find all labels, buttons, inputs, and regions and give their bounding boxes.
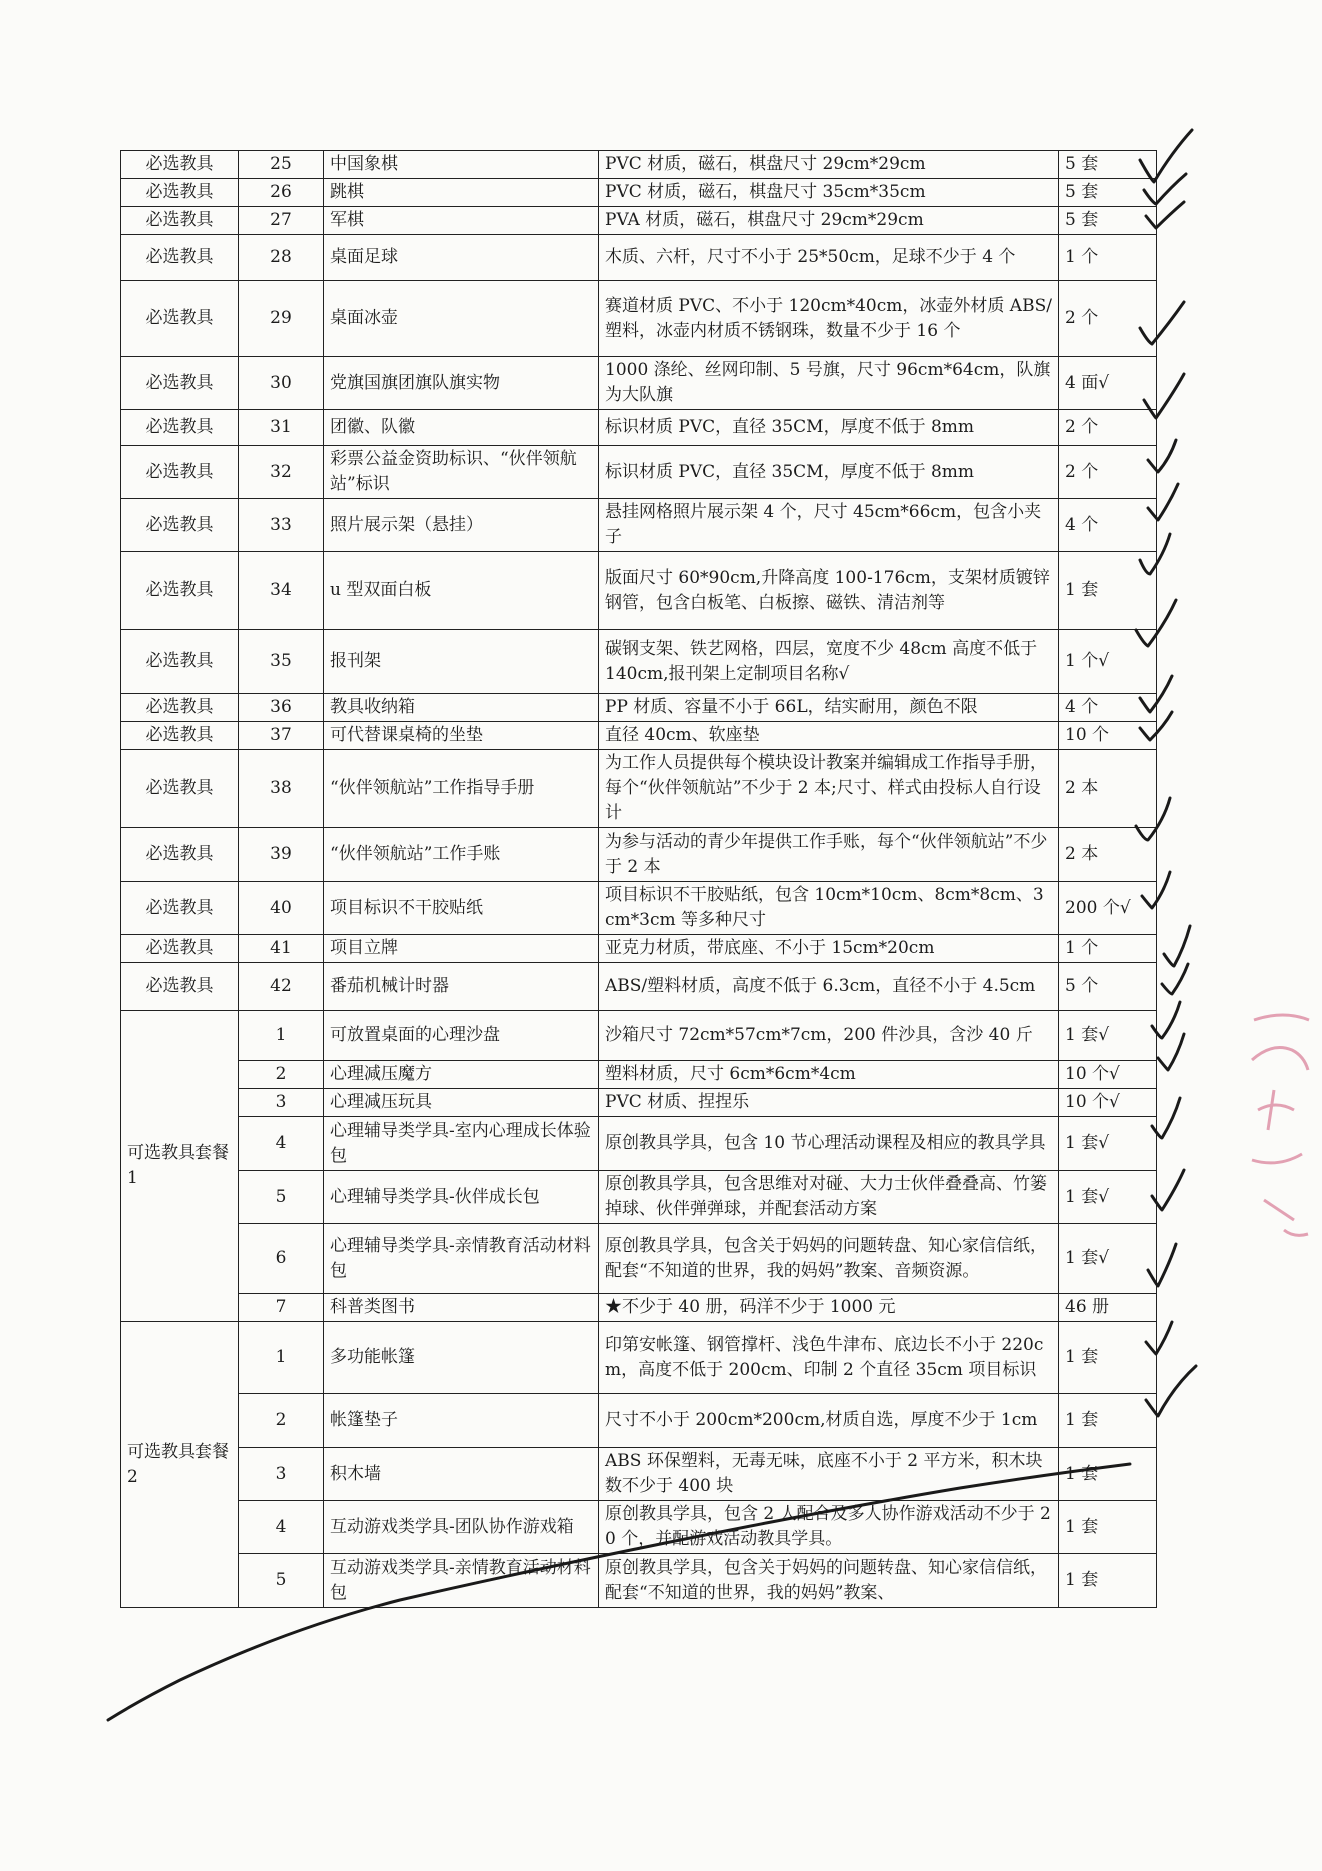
item-spec-cell: 木质、六杆，尺寸不小于 25*50cm，足球不少于 4 个 [599, 235, 1059, 281]
table-row [121, 1294, 1157, 1322]
quantity-cell: 10 个 [1059, 722, 1157, 750]
item-spec-cell: PVC 材质，磁石，棋盘尺寸 35cm*35cm [599, 179, 1059, 207]
quantity-cell: 1 个 [1059, 235, 1157, 281]
item-name-cell: 桌面冰壶 [324, 281, 599, 357]
table-row [121, 1171, 1157, 1224]
category-cell: 必选教具 [121, 235, 239, 281]
table-row [121, 446, 1157, 499]
category-cell: 必选教具 [121, 552, 239, 630]
item-number-cell: 32 [239, 446, 324, 499]
item-name-cell: 项目标识不干胶贴纸 [324, 882, 599, 935]
table-row [121, 179, 1157, 207]
quantity-cell: 1 个 [1059, 935, 1157, 963]
package-label-cell: 可选教具套餐 1 [121, 1011, 239, 1322]
check-mark [1164, 926, 1190, 966]
quantity-cell: 1 套 [1059, 1322, 1157, 1394]
quantity-cell: 5 套 [1059, 179, 1157, 207]
item-name-cell: “伙伴领航站”工作指导手册 [324, 750, 599, 828]
quantity-cell: 1 套√ [1059, 1224, 1157, 1294]
item-spec-cell: ★不少于 40 册，码洋不少于 1000 元 [599, 1294, 1059, 1322]
check-mark [1162, 964, 1188, 994]
category-cell: 必选教具 [121, 828, 239, 882]
item-number-cell: 37 [239, 722, 324, 750]
quantity-cell: 2 本 [1059, 828, 1157, 882]
item-spec-cell: 悬挂网格照片展示架 4 个，尺寸 45cm*66cm，包含小夹子 [599, 499, 1059, 552]
category-cell: 必选教具 [121, 281, 239, 357]
table-row [121, 1322, 1157, 1394]
item-name-cell: 心理辅导类学具-伙伴成长包 [324, 1171, 599, 1224]
item-spec-cell: 原创教具学具，包含思维对对碰、大力士伙伴叠叠高、竹篓掉球、伙伴弹弹球，并配套活动方案 [599, 1171, 1059, 1224]
item-name-cell: 党旗国旗团旗队旗实物 [324, 357, 599, 410]
quantity-cell: 200 个√ [1059, 882, 1157, 935]
quantity-cell: 10 个√ [1059, 1089, 1157, 1117]
item-spec-cell: 标识材质 PVC，直径 35CM，厚度不低于 8mm [599, 446, 1059, 499]
item-spec-cell: 印第安帐篷、钢管撑杆、浅色牛津布、底边长不小于 220cm，高度不低于 200cm、印制 2 个直径 35cm 项目标识 [599, 1322, 1059, 1394]
item-number-cell: 31 [239, 410, 324, 446]
quantity-cell: 4 个 [1059, 694, 1157, 722]
table-row [121, 1117, 1157, 1171]
quantity-cell: 10 个√ [1059, 1061, 1157, 1089]
item-number-cell: 27 [239, 207, 324, 235]
item-name-cell: 中国象棋 [324, 151, 599, 179]
table-row [121, 630, 1157, 694]
item-spec-cell: 标识材质 PVC，直径 35CM，厚度不低于 8mm [599, 410, 1059, 446]
item-name-cell: 可放置桌面的心理沙盘 [324, 1011, 599, 1061]
quantity-cell: 2 个 [1059, 410, 1157, 446]
category-cell: 必选教具 [121, 694, 239, 722]
item-spec-cell: 沙箱尺寸 72cm*57cm*7cm，200 件沙具，含沙 40 斤 [599, 1011, 1059, 1061]
item-name-cell: 帐篷垫子 [324, 1394, 599, 1448]
item-name-cell: 跳棋 [324, 179, 599, 207]
item-spec-cell: 原创教具学具，包含 2 人配合及多人协作游戏活动不少于 20 个，并配游戏活动教具学具。 [599, 1501, 1059, 1554]
table-row [121, 1448, 1157, 1501]
item-name-cell: 心理辅导类学具-亲情教育活动材料包 [324, 1224, 599, 1294]
item-spec-cell: 原创教具学具，包含关于妈妈的问题转盘、知心家信信纸，配套“不知道的世界，我的妈妈”教案、 [599, 1554, 1059, 1608]
item-number-cell: 28 [239, 235, 324, 281]
item-spec-cell: 尺寸不小于 200cm*200cm,材质自选，厚度不少于 1cm [599, 1394, 1059, 1448]
quantity-cell: 46 册 [1059, 1294, 1157, 1322]
quantity-cell: 1 个√ [1059, 630, 1157, 694]
table-row [121, 1011, 1157, 1061]
item-name-cell: 心理减压魔方 [324, 1061, 599, 1089]
quantity-cell: 5 套 [1059, 151, 1157, 179]
table-row [121, 207, 1157, 235]
table-row [121, 410, 1157, 446]
table-row [121, 1394, 1157, 1448]
item-name-cell: u 型双面白板 [324, 552, 599, 630]
quantity-cell: 1 套 [1059, 1554, 1157, 1608]
item-spec-cell: 赛道材质 PVC、不小于 120cm*40cm，冰壶外材质 ABS/塑料，冰壶内材质不锈钢珠，数量不少于 16 个 [599, 281, 1059, 357]
item-spec-cell: 版面尺寸 60*90cm,升降高度 100-176cm，支架材质镀锌钢管，包含白板笔、白板擦、磁铁、清洁剂等 [599, 552, 1059, 630]
item-number-cell: 38 [239, 750, 324, 828]
item-number-cell: 33 [239, 499, 324, 552]
item-number-cell: 42 [239, 963, 324, 1011]
item-spec-cell: 为参与活动的青少年提供工作手账，每个“伙伴领航站”不少于 2 本 [599, 828, 1059, 882]
item-number-cell: 5 [239, 1171, 324, 1224]
item-number-cell: 40 [239, 882, 324, 935]
item-name-cell: 彩票公益金资助标识、“伙伴领航站”标识 [324, 446, 599, 499]
item-number-cell: 2 [239, 1394, 324, 1448]
equipment-table-body [121, 151, 1157, 1608]
category-cell: 必选教具 [121, 357, 239, 410]
category-cell: 必选教具 [121, 499, 239, 552]
item-number-cell: 7 [239, 1294, 324, 1322]
item-name-cell: 军棋 [324, 207, 599, 235]
item-number-cell: 34 [239, 552, 324, 630]
category-cell: 必选教具 [121, 935, 239, 963]
item-spec-cell: 原创教具学具，包含 10 节心理活动课程及相应的教具学具 [599, 1117, 1059, 1171]
item-name-cell: 科普类图书 [324, 1294, 599, 1322]
category-cell: 必选教具 [121, 207, 239, 235]
table-row [121, 1224, 1157, 1294]
item-name-cell: “伙伴领航站”工作手账 [324, 828, 599, 882]
item-number-cell: 30 [239, 357, 324, 410]
item-number-cell: 41 [239, 935, 324, 963]
equipment-table [120, 150, 1157, 1608]
item-number-cell: 3 [239, 1089, 324, 1117]
item-spec-cell: PP 材质、容量不小于 66L，结实耐用，颜色不限 [599, 694, 1059, 722]
quantity-cell: 1 套√ [1059, 1011, 1157, 1061]
quantity-cell: 4 个 [1059, 499, 1157, 552]
table-row [121, 882, 1157, 935]
item-number-cell: 36 [239, 694, 324, 722]
quantity-cell: 5 套 [1059, 207, 1157, 235]
item-spec-cell: 亚克力材质，带底座、不小于 15cm*20cm [599, 935, 1059, 963]
quantity-cell: 4 面√ [1059, 357, 1157, 410]
item-name-cell: 互动游戏类学具-亲情教育活动材料包 [324, 1554, 599, 1608]
table-row [121, 499, 1157, 552]
item-name-cell: 项目立牌 [324, 935, 599, 963]
quantity-cell: 1 套 [1059, 552, 1157, 630]
item-name-cell: 团徽、队徽 [324, 410, 599, 446]
table-row [121, 1089, 1157, 1117]
table-row [121, 828, 1157, 882]
quantity-cell: 2 个 [1059, 446, 1157, 499]
item-spec-cell: ABS/塑料材质，高度不低于 6.3cm，直径不小于 4.5cm [599, 963, 1059, 1011]
category-cell: 必选教具 [121, 179, 239, 207]
item-name-cell: 可代替课桌椅的坐垫 [324, 722, 599, 750]
item-number-cell: 1 [239, 1011, 324, 1061]
table-row [121, 552, 1157, 630]
quantity-cell: 1 套√ [1059, 1171, 1157, 1224]
red-stamp-fragment [1244, 1000, 1314, 1260]
item-spec-cell: 为工作人员提供每个模块设计教案并编辑成工作指导手册，每个“伙伴领航站”不少于 2 本;尺寸、样式由投标人自行设计 [599, 750, 1059, 828]
item-spec-cell: PVC 材质、捏捏乐 [599, 1089, 1059, 1117]
item-name-cell: 多功能帐篷 [324, 1322, 599, 1394]
table-row [121, 1501, 1157, 1554]
item-number-cell: 5 [239, 1554, 324, 1608]
item-name-cell: 心理辅导类学具-室内心理成长体验包 [324, 1117, 599, 1171]
category-cell: 必选教具 [121, 630, 239, 694]
table-row [121, 963, 1157, 1011]
table-row [121, 151, 1157, 179]
item-name-cell: 桌面足球 [324, 235, 599, 281]
item-spec-cell: 塑料材质，尺寸 6cm*6cm*4cm [599, 1061, 1059, 1089]
check-mark [1158, 1034, 1184, 1070]
item-name-cell: 报刊架 [324, 630, 599, 694]
quantity-cell: 1 套 [1059, 1394, 1157, 1448]
table-row [121, 235, 1157, 281]
table-row [121, 750, 1157, 828]
quantity-cell: 5 个 [1059, 963, 1157, 1011]
item-spec-cell: ABS 环保塑料，无毒无味，底座不小于 2 平方米，积木块数不少于 400 块 [599, 1448, 1059, 1501]
item-name-cell: 互动游戏类学具-团队协作游戏箱 [324, 1501, 599, 1554]
category-cell: 必选教具 [121, 446, 239, 499]
category-cell: 必选教具 [121, 882, 239, 935]
item-number-cell: 35 [239, 630, 324, 694]
item-number-cell: 4 [239, 1117, 324, 1171]
item-name-cell: 番茄机械计时器 [324, 963, 599, 1011]
package-label-cell: 可选教具套餐 2 [121, 1322, 239, 1608]
item-number-cell: 1 [239, 1322, 324, 1394]
item-number-cell: 6 [239, 1224, 324, 1294]
quantity-cell: 2 个 [1059, 281, 1157, 357]
table-row [121, 694, 1157, 722]
item-number-cell: 25 [239, 151, 324, 179]
table-row [121, 1061, 1157, 1089]
table-row [121, 1554, 1157, 1608]
item-spec-cell: 项目标识不干胶贴纸，包含 10cm*10cm、8cm*8cm、3cm*3cm 等多种尺寸 [599, 882, 1059, 935]
item-number-cell: 29 [239, 281, 324, 357]
quantity-cell: 1 套 [1059, 1501, 1157, 1554]
category-cell: 必选教具 [121, 410, 239, 446]
item-name-cell: 照片展示架（悬挂） [324, 499, 599, 552]
item-spec-cell: 原创教具学具，包含关于妈妈的问题转盘、知心家信信纸，配套“不知道的世界，我的妈妈”教案、音频资源。 [599, 1224, 1059, 1294]
category-cell: 必选教具 [121, 722, 239, 750]
item-spec-cell: PVC 材质，磁石，棋盘尺寸 29cm*29cm [599, 151, 1059, 179]
category-cell: 必选教具 [121, 963, 239, 1011]
item-number-cell: 2 [239, 1061, 324, 1089]
item-name-cell: 心理减压玩具 [324, 1089, 599, 1117]
quantity-cell: 1 套√ [1059, 1117, 1157, 1171]
item-number-cell: 39 [239, 828, 324, 882]
item-spec-cell: 1000 涤纶、丝网印制、5 号旗，尺寸 96cm*64cm，队旗为大队旗 [599, 357, 1059, 410]
quantity-cell: 2 本 [1059, 750, 1157, 828]
item-spec-cell: PVA 材质，磁石，棋盘尺寸 29cm*29cm [599, 207, 1059, 235]
item-name-cell: 积木墙 [324, 1448, 599, 1501]
table-row [121, 935, 1157, 963]
item-spec-cell: 直径 40cm、软座垫 [599, 722, 1059, 750]
item-number-cell: 26 [239, 179, 324, 207]
item-name-cell: 教具收纳箱 [324, 694, 599, 722]
item-number-cell: 3 [239, 1448, 324, 1501]
item-number-cell: 4 [239, 1501, 324, 1554]
table-row [121, 357, 1157, 410]
category-cell: 必选教具 [121, 151, 239, 179]
table-row [121, 722, 1157, 750]
item-spec-cell: 碳钢支架、铁艺网格，四层，宽度不少 48cm 高度不低于 140cm,报刊架上定制项目名称√ [599, 630, 1059, 694]
quantity-cell: 1 套 [1059, 1448, 1157, 1501]
table-row [121, 281, 1157, 357]
category-cell: 必选教具 [121, 750, 239, 828]
